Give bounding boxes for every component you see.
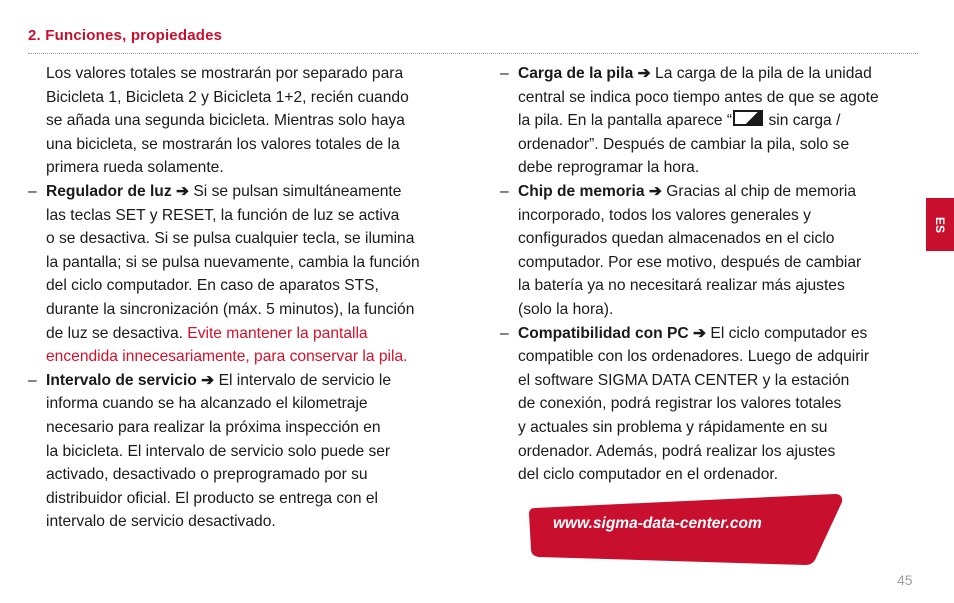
memory-chip-line: configurados quedan almacenados en el ciclo — [518, 230, 835, 248]
memory-chip-line: incorporado, todos los valores generales y — [518, 206, 811, 224]
service-interval-line: informa cuando se ha alcanzado el kilometraje — [46, 395, 368, 413]
memory-chip-line: la batería ya no necesitará realizar más ajustes — [518, 277, 845, 295]
dotted-divider — [28, 53, 918, 54]
memory-chip-line: computador. Por ese motivo, después de cambiar — [518, 253, 862, 271]
bullet-dash: – — [500, 182, 509, 200]
light-regulator-line: las teclas SET y RESET, la función de luz se activa — [46, 206, 400, 224]
battery-charge-heading — [500, 62, 918, 86]
service-interval-line: la bicicleta. El intervalo de servicio solo puede ser — [46, 442, 391, 460]
language-tab-label: ES — [933, 216, 947, 233]
intro-line: primera rueda solamente. — [46, 159, 224, 177]
light-regulator-line: o se desactiva. Si se pulsa cualquier tecla, se ilumina — [46, 230, 415, 248]
url-link[interactable]: www.sigma-data-center.com — [553, 515, 762, 532]
service-interval-line: intervalo de servicio desactivado. — [46, 513, 276, 531]
service-interval-line: activado, desactivado o preprogramado por su — [46, 466, 368, 484]
light-regulator-line — [46, 322, 466, 346]
arrow-right-icon: ➔ — [201, 371, 215, 389]
left-column — [28, 62, 466, 534]
service-interval-line: distribuidor oficial. El producto se entrega con el — [46, 489, 378, 507]
light-regulator-line: durante la sincronización (máx. 5 minutos), la función — [46, 300, 415, 318]
battery-charge-text: La carga de la pila de la unidad — [650, 65, 872, 82]
battery-warning-text: Evite mantener la pantalla — [187, 324, 368, 342]
battery-warning-text: encendida innecesariamente, para conservar la pila. — [46, 348, 408, 366]
pc-compatibility-text: El ciclo computador es — [706, 324, 868, 342]
battery-empty-icon — [733, 110, 763, 126]
intro-line: una bicicleta, se mostrarán los valores totales de la — [46, 135, 400, 153]
intro-line: Bicicleta 1, Bicicleta 2 y Bicicleta 1+2, recién cuando — [46, 88, 409, 106]
light-regulator-keyword: Regulador de luz — [46, 182, 172, 200]
battery-charge-text: sin carga / — [764, 112, 841, 130]
light-regulator-line: del ciclo computador. En caso de aparatos STS, — [46, 277, 379, 295]
battery-charge-line: debe reprogramar la hora. — [518, 159, 700, 177]
service-interval-line: necesario para realizar la próxima inspección en — [46, 418, 381, 436]
service-interval-keyword: Intervalo de servicio — [46, 371, 197, 389]
pc-compatibility-line: compatible con los ordenadores. Luego de adquirir — [518, 348, 870, 366]
battery-charge-keyword: Carga de la pila — [518, 65, 634, 82]
pc-compatibility-keyword: Compatibilidad con PC — [518, 324, 689, 342]
section-title: 2. Funciones, propiedades — [28, 27, 223, 44]
battery-charge-line: ordenador”. Después de cambiar la pila, solo se — [518, 135, 850, 153]
arrow-right-icon: ➔ — [637, 65, 651, 82]
intro-line: se añada una segunda bicicleta. Mientras solo haya — [46, 112, 405, 130]
bullet-dash: – — [500, 65, 509, 82]
bullet-dash: – — [500, 324, 509, 342]
arrow-right-icon: ➔ — [175, 182, 190, 200]
page-number: 45 — [897, 572, 913, 588]
service-interval-heading — [28, 369, 466, 393]
battery-charge-text: la pila. En la pantalla aparece “ — [518, 112, 733, 130]
pc-compatibility-line: de conexión, podrá registrar los valores totales — [518, 395, 842, 413]
service-interval-text: El intervalo de servicio le — [214, 371, 392, 389]
language-tab — [926, 198, 954, 251]
pc-compatibility-line: y actuales sin problema y rápidamente en su — [518, 418, 828, 436]
pc-compatibility-heading — [500, 322, 918, 346]
arrow-right-icon: ➔ — [648, 182, 662, 200]
memory-chip-keyword: Chip de memoria — [518, 182, 645, 200]
bullet-dash: – — [28, 371, 37, 389]
battery-charge-line: central se indica poco tiempo antes de que se agote — [518, 88, 879, 106]
intro-line: Los valores totales se mostrarán por separado para — [46, 65, 404, 82]
memory-chip-heading — [500, 180, 918, 204]
bullet-dash: – — [28, 182, 37, 200]
pc-compatibility-line: del ciclo computador en el ordenador. — [518, 466, 779, 484]
battery-charge-line — [518, 109, 918, 133]
light-regulator-text: de luz se desactiva. — [46, 324, 188, 342]
light-regulator-line: la pantalla; si se pulsa nuevamente, cambia la función — [46, 253, 420, 271]
url-banner[interactable] — [529, 494, 843, 566]
memory-chip-line: (solo la hora). — [518, 300, 614, 318]
light-regulator-heading — [28, 180, 466, 204]
arrow-right-icon: ➔ — [693, 324, 707, 342]
pc-compatibility-line: ordenador. Además, podrá realizar los ajustes — [518, 442, 836, 460]
light-regulator-text: Si se pulsan simultáneamente — [189, 182, 402, 200]
memory-chip-text: Gracias al chip de memoria — [661, 182, 857, 200]
right-column — [500, 62, 918, 487]
pc-compatibility-line: el software SIGMA DATA CENTER y la estación — [518, 371, 850, 389]
